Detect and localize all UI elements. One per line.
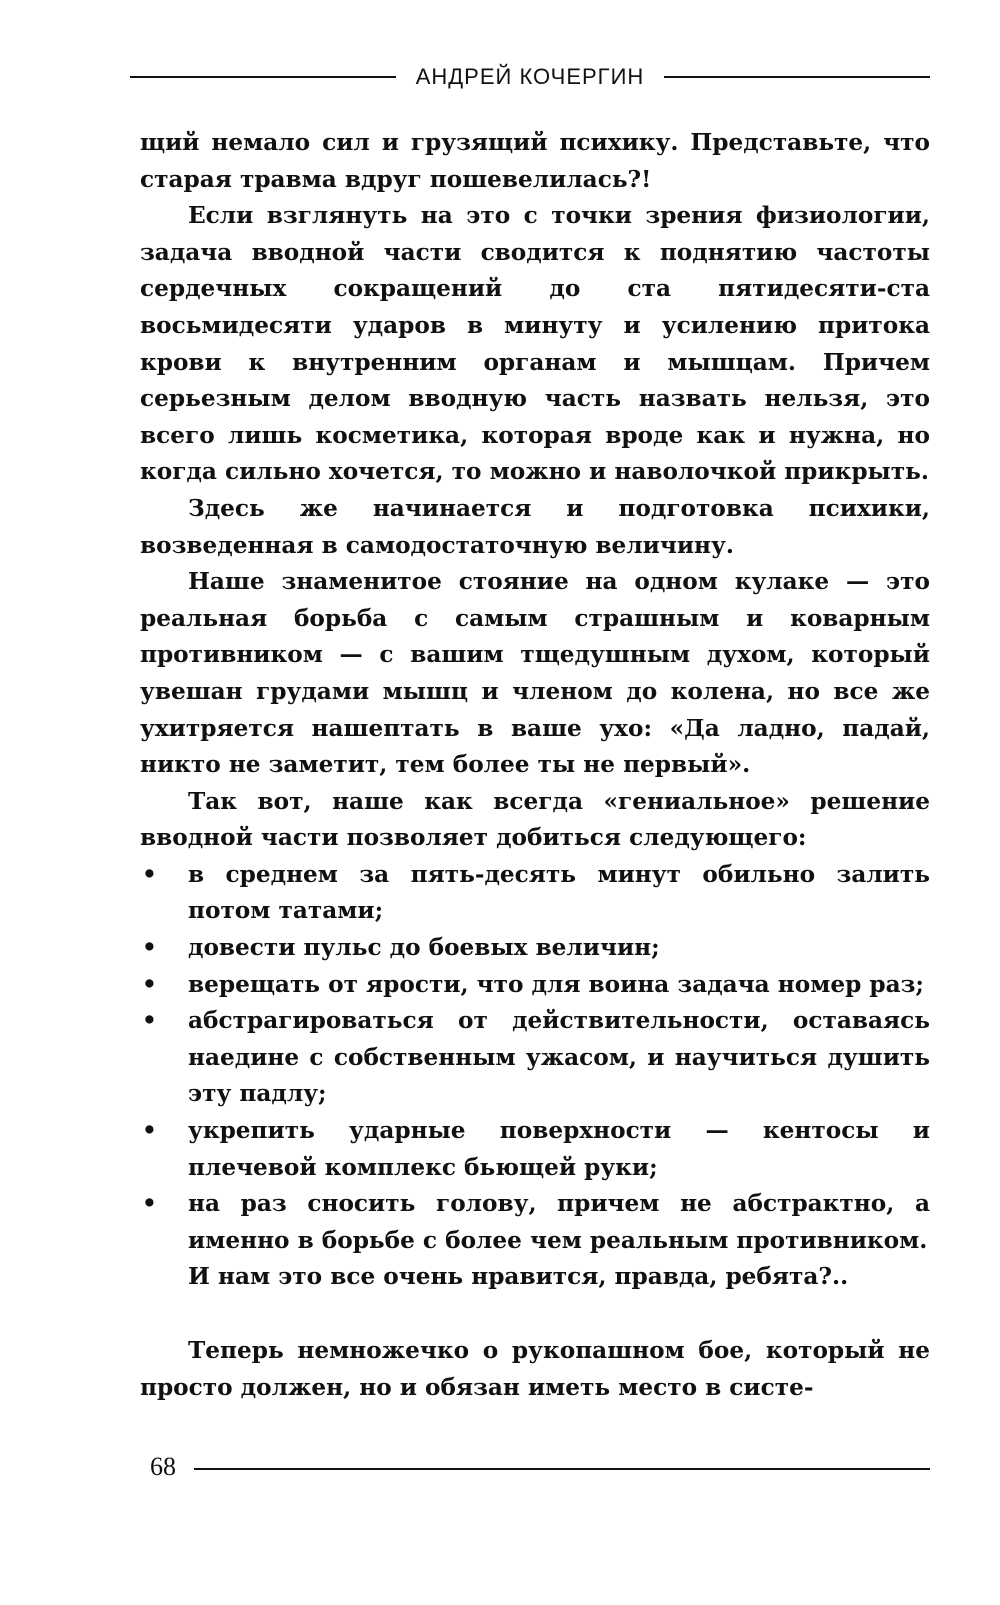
page-footer	[150, 1450, 930, 1484]
list-item	[140, 1113, 930, 1186]
list-item-text: довести пульс до боевых величин;	[188, 934, 660, 962]
paragraph-continuation: щий немало сил и грузящий психику. Представьте, что старая травма вдруг пошевелилась?!	[140, 129, 930, 193]
bullet-icon: •	[142, 970, 157, 998]
list-item-text: абстрагироваться от действительности, оставаясь наедине с собственным ужасом, и научиться душить эту падлу;	[188, 1007, 930, 1108]
footer-rule	[194, 1468, 930, 1470]
paragraph-physiology: Если взглянуть на это с точки зрения физиологии, задача вводной части сводится к поднятию частоты сердечных сокращений до ста пятидесяти-ста восьмидесяти ударов в минуту и усилению притока крови к внутренним органам и мышцам. Причем серьезным делом вводную часть назвать нельзя, это всего лишь косметика, которая вроде как и нужна, но когда сильно хочется, то можно и наволочкой прикрыть.	[140, 202, 930, 486]
running-title: АНДРЕЙ КОЧЕРГИН	[415, 64, 645, 89]
bullet-icon: •	[142, 1117, 157, 1145]
paragraph-fist-stand: Наше знаменитое стояние на одном кулаке — это реальная борьба с самым страшным и коварным противником — с вашим тщедушным духом, который увешан грудами мышц и членом до колена, но все же ухитряется нашептать в ваше ухо: «Да ладно, падай, никто не заметит, тем более ты не первый».	[140, 568, 930, 779]
list-item	[140, 857, 930, 930]
running-header	[130, 62, 930, 92]
paragraph-psyche: Здесь же начинается и подготовка психики, возведенная в самодостаточную величину.	[140, 494, 930, 559]
list-item-text: верещать от ярости, что для воина задача номер раз;	[188, 970, 924, 998]
list-item-text: в среднем за пять-десять минут обильно залить потом татами;	[188, 860, 930, 925]
list-item	[140, 967, 930, 1004]
paragraph-question: И нам это все очень нравится, правда, ребята?..	[188, 1263, 849, 1291]
list-item	[140, 1186, 930, 1259]
list-item-text: укрепить ударные поверхности — кентосы и плечевой комплекс бьющей руки;	[188, 1117, 930, 1181]
header-rule-right	[664, 76, 930, 78]
paragraph-hand-to-hand: Теперь немножечко о рукопашном бое, который не просто должен, но и обязан иметь место в систе-	[140, 1337, 930, 1401]
body-text	[140, 125, 930, 1406]
bullet-icon: •	[142, 1007, 157, 1035]
bullet-icon: •	[142, 934, 157, 962]
bullet-icon: •	[142, 1190, 157, 1218]
list-item-text: на раз сносить голову, причем не абстрактно, а именно в борьбе с более чем реальным противником.	[188, 1190, 930, 1254]
benefits-list	[140, 857, 930, 1260]
section-gap	[140, 1296, 930, 1333]
bullet-icon: •	[142, 860, 157, 888]
list-item	[140, 930, 930, 967]
header-rule-left	[130, 76, 396, 78]
page-number: 68	[150, 1452, 176, 1481]
list-item	[140, 1003, 930, 1113]
paragraph-solution: Так вот, наше как всегда «гениальное» решение вводной части позволяет добиться следующего:	[140, 787, 930, 852]
